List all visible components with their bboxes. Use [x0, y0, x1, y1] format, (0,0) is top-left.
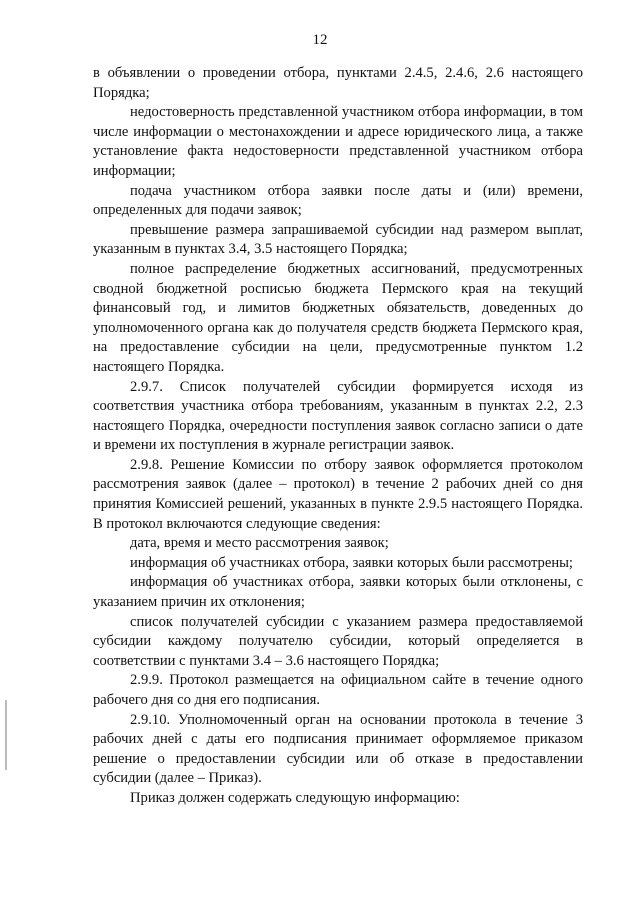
- paragraph-2-9-7: 2.9.7. Список получателей субсидии формируется исходя из соответствия участника отбора требованиям, указанным в пунктах 2.2, 2.3 настоящего Порядка, очередности поступления заявок согласно записи о дате и времени их поступления в журнале регистрации заявок.: [93, 378, 583, 454]
- paragraph-reason-amount-exceeded: превышение размера запрашиваемой субсидии над размером выплат, указанным в пунктах 3.4, 3.5 настоящего Порядка;: [93, 221, 583, 258]
- paragraph-reason-late-submission: подача участником отбора заявки после даты и (или) времени, определенных для подачи заявок;: [93, 182, 583, 219]
- paragraph-2-9-9: 2.9.9. Протокол размещается на официальном сайте в течение одного рабочего дня со дня его подписания.: [93, 672, 583, 708]
- paragraph-protocol-reviewed: информация об участниках отбора, заявки которых были рассмотрены;: [130, 554, 573, 571]
- paragraph-protocol-date-time: дата, время и место рассмотрения заявок;: [130, 535, 389, 552]
- document-body: [93, 64, 583, 809]
- scan-edge-mark: [5, 700, 7, 770]
- paragraph-2-9-10: 2.9.10. Уполномоченный орган на основании протокола в течение 3 рабочих дней с даты его подписания принимает оформляемое приказом решение о предоставлении субсидии или об отказе в предоставлении субсидии (далее – Приказ).: [93, 711, 583, 787]
- paragraph-protocol-recipients: список получателей субсидии с указанием размера предоставляемой субсидии каждому получателю субсидии, который определяется в соответствии с пунктами 3.4 – 3.6 настоящего Порядка;: [93, 613, 583, 669]
- page-number: 12: [312, 32, 328, 48]
- paragraph-reason-budget-exhausted: полное распределение бюджетных ассигнований, предусмотренных сводной бюджетной росписью бюджета Пермского края на текущий финансовый год, и лимитов бюджетных обязательств, доведенных до уполномоченного органа как до получателя средств бюджета Пермского края, на предоставление субсидии на цели, предусмотренные пунктом 1.2 настоящего Порядка.: [93, 260, 583, 375]
- paragraph-order-contents: Приказ должен содержать следующую информацию:: [130, 789, 460, 806]
- paragraph-continuation: в объявлении о проведении отбора, пунктами 2.4.5, 2.4.6, 2.6 настоящего Порядка;: [93, 65, 583, 101]
- paragraph-protocol-rejected: информация об участниках отбора, заявки которых были отклонены, с указанием причин их отклонения;: [93, 574, 583, 611]
- paragraph-reason-false-info: недостоверность представленной участником отбора информации, в том числе информации о местонахождении и адресе юридического лица, а также установление факта недостоверности представленной участником отбора информации;: [93, 104, 583, 179]
- paragraph-2-9-8: 2.9.8. Решение Комиссии по отбору заявок оформляется протоколом рассмотрения заявок (далее – протокол) в течение 2 рабочих дней со дня принятия Комиссией решений, указанных в пункте 2.9.5 настоящего Порядка. В протокол включаются следующие сведения:: [93, 456, 583, 532]
